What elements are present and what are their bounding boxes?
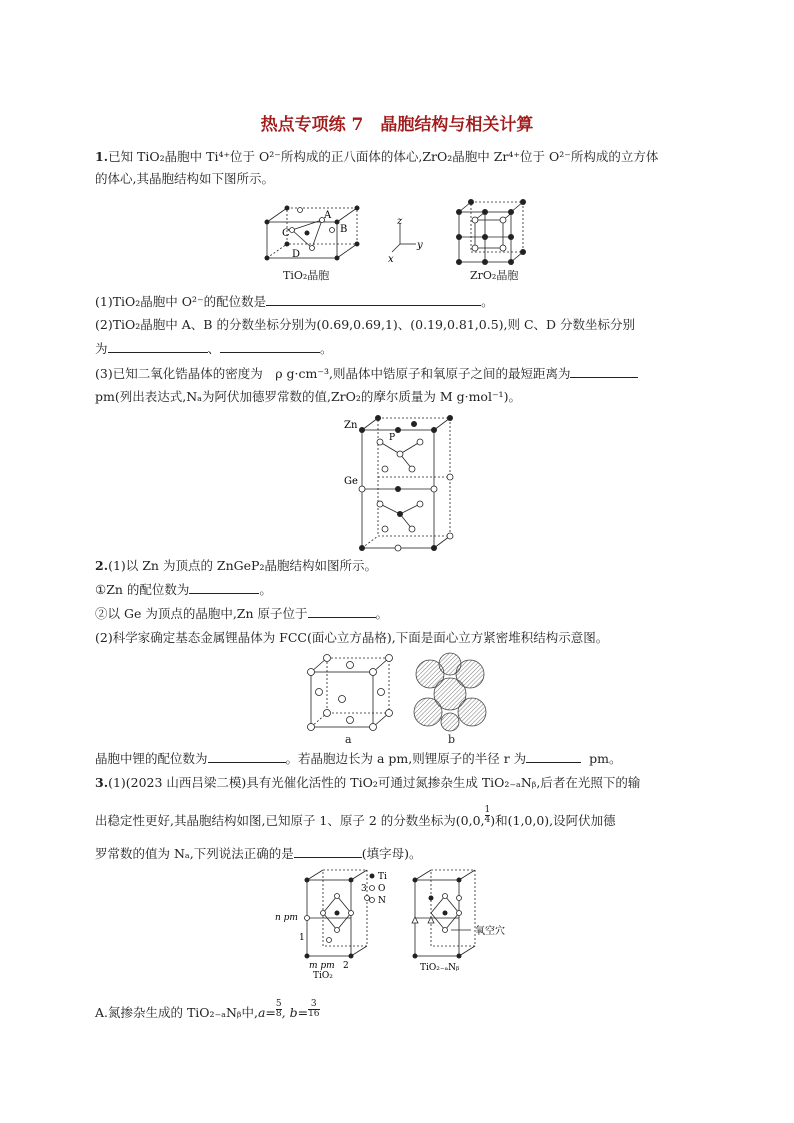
q3-option-a-frac2 [308,1000,319,1019]
label-2: 2 [343,961,349,971]
axis-x: x [388,254,394,265]
q1-stem2: 的体心,其晶胞结构如下图所示。 [95,171,274,186]
frac2-den: 16 [308,1009,320,1019]
legend-ti: Ti [378,872,387,882]
label-ge: Ge [344,476,358,487]
q1-blank-3[interactable] [220,340,320,353]
frac2-num: 3 [308,1000,319,1010]
q2-part1a [95,581,272,599]
q2-part2: (2)科学家确定基态金属锂晶体为 FCC(面心立方晶格),下面是面心立方紧密堆积结构示意图。 [95,630,609,645]
q3-part2 [95,805,616,830]
q1-part3a [95,365,638,383]
q1-part1-end: 。 [481,294,494,309]
q3-option-a-text: A.氮掺杂生成的 TiO₂₋ₐNᵦ中, [95,1005,258,1020]
tio2-cell-figure [262,200,362,260]
fcc-caption-b: b [448,733,456,746]
page-title: 热点专项练 7 晶胞结构与相关计算 [260,115,534,135]
tio2-caption: TiO₂晶胞 [283,269,330,282]
label-B: B [340,224,348,235]
zro2-caption: ZrO₂晶胞 [470,269,519,282]
q1-part2b [95,340,333,358]
q2-blank-3[interactable] [208,750,286,763]
zro2-cell-figure [455,200,531,264]
axis-icon [388,216,428,265]
label-D: D [292,249,301,260]
frac1-num: 5 [275,999,282,1009]
q3-fraction-den: 4 [484,815,491,825]
q2-part1b-end: 。 [375,606,389,621]
q1-part1-text: (1)TiO₂晶胞中 O²⁻的配位数是 [95,294,267,309]
q3-number: 3. [95,775,109,790]
q2-blank-4[interactable] [526,750,581,763]
q3-part3 [95,845,421,863]
q2-part1b [95,605,388,623]
q3-option-a-a: a= [257,1005,276,1020]
caption-tio2: TiO₂ [313,971,333,981]
q1-part2b-text: 为 [95,341,108,356]
q2-part3a-text: 晶胞中锂的配位数为 [95,751,208,766]
q1-part3a-text: (3)已知二氧化锆晶体的密度为 ρ g·cm⁻³,则晶体中锆原子和氧原子之间的最短距离为 [95,366,571,381]
q2-part1b-text: ②以 Ge 为顶点的晶胞中,Zn 原子位于 [95,606,308,621]
label-mpm: m pm [309,961,335,971]
fcc-cube-figure [305,652,395,732]
q2-blank-2[interactable] [308,605,376,618]
q1-part1 [95,293,494,311]
q1-blank-4[interactable] [570,365,638,378]
q1-part2a: (2)TiO₂晶胞中 A、B 的分数坐标分别为(0.69,0.69,1)、(0.19,0.81,0.5),则 C、D 分数坐标分别 [95,317,636,332]
axis-z: z [397,216,403,227]
label-A: A [324,210,332,221]
q1-blank-2[interactable] [108,340,208,353]
label-C: C [282,228,290,239]
label-vacancy: 氧空穴 [475,926,505,937]
q3-part1-text: (1)(2023 山西吕梁二模)具有光催化活性的 TiO₂可通过氮掺杂生成 TiO₂₋ₐNᵦ,后者在光照下的输 [108,775,641,790]
q1-number: 1. [95,149,109,164]
q1-stem1: 已知 TiO₂晶胞中 Ti⁴⁺位于 O²⁻所构成的正八面体的体心,ZrO₂晶胞中 Zr⁴⁺位于 O²⁻所构成的立方体 [108,149,659,164]
q2-part3 [95,750,621,768]
q3-part2b-text: )和(1,0,0),设阿伏加德 [490,813,616,828]
fcc-packing-figure [412,652,492,732]
caption-tio2-doped: TiO₂₋ₐNᵦ [420,963,460,973]
q2-part3b-text: 。若晶胞边长为 a pm,则锂原子的半径 r 为 [285,751,527,766]
q3-blank-1[interactable] [294,845,362,858]
q1-blank-1[interactable] [266,293,481,306]
q1-part3b: pm(列出表达式,Nₐ为阿伏加德罗常数的值,ZrO₂的摩尔质量为 M g·mol⁻¹)。 [95,389,521,404]
q2-part1-text: (1)以 Zn 为顶点的 ZnGeP₂晶胞结构如图所示。 [108,558,377,573]
q3-part3b-text: (填字母)。 [361,846,422,861]
q3-part3a-text: 罗常数的值为 Nₐ,下列说法正确的是 [95,846,294,861]
q3-part1 [95,774,640,792]
legend-n: N [378,896,386,906]
q2-part1a-end: 。 [259,582,272,597]
q3-fraction-num: 1 [484,805,491,815]
q2-part3c-text: pm。 [589,751,622,766]
q2-blank-1[interactable] [189,581,259,594]
label-zn: Zn [344,420,358,431]
label-p: P [389,433,396,443]
zngep2-cell-figure [340,414,455,554]
q2-number: 2. [95,558,109,573]
q3-part2a-text: 出稳定性更好,其晶胞结构如图,已知原子 1、原子 2 的分数坐标为(0,0, [95,813,485,828]
label-3: 3 [361,884,367,894]
q1-part2-end: 。 [320,341,333,356]
axis-y: y [417,240,423,251]
tio2-doping-figure [275,868,525,980]
q2-part1 [95,557,377,575]
fcc-caption-a: a [345,733,352,746]
label-1: 1 [299,933,305,943]
frac1-den: 8 [275,1009,282,1019]
q1-part2-sep: 、 [207,341,221,356]
q3-option-a[interactable] [95,999,320,1022]
q1-stem-line1 [95,148,658,166]
label-npm: n pm [275,913,298,923]
legend-o: O [378,884,386,894]
q3-option-a-b: , b= [281,1005,309,1020]
q2-part1a-text: ①Zn 的配位数为 [95,582,190,597]
